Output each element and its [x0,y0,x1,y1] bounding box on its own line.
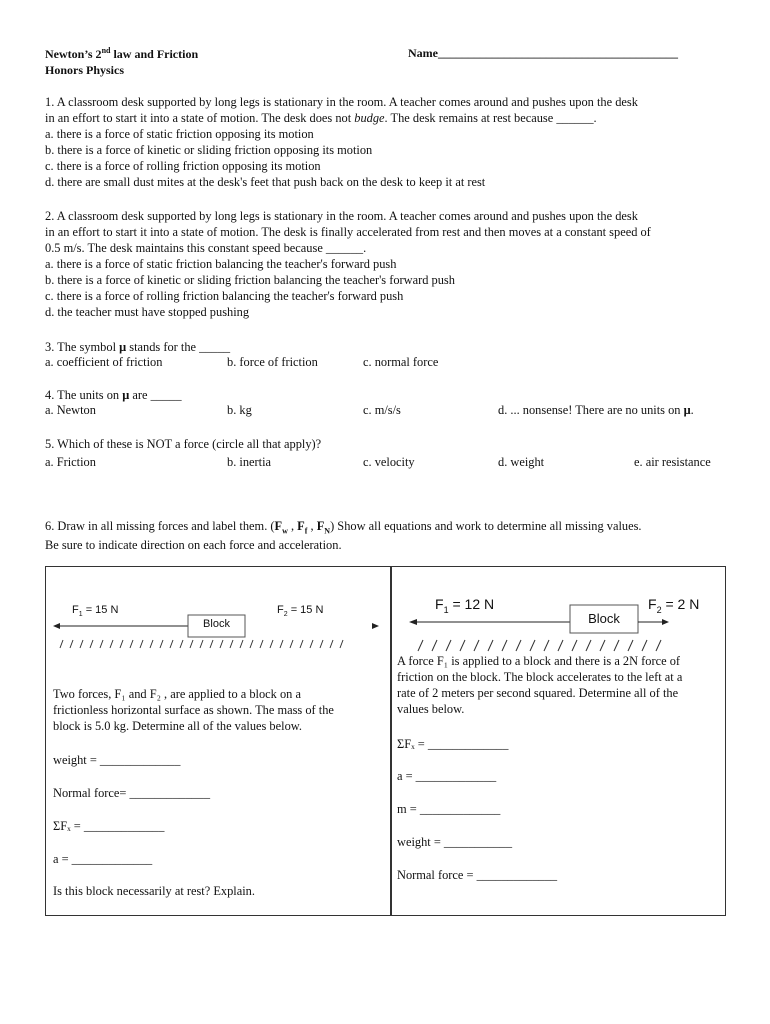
worksheet-title: Newton’s 2nd law and Friction [45,46,199,61]
ground-hatching [418,640,661,651]
f2-arrowhead [372,623,379,629]
right-desc-line: values below. [397,702,465,716]
q2-stem-line: 0.5 m/s. The desk maintains this constant speed because ______. [45,241,367,255]
q2-option-d[interactable]: d. the teacher must have stopped pushing [45,305,250,319]
q5-stem: 5. Which of these is NOT a force (circle all that apply)? [45,437,322,451]
left-block-label: Block [203,618,230,630]
right-block-label: Block [588,611,620,626]
left-f1-label: $F_1 = 15$ N [72,604,119,619]
q2-option-c[interactable]: c. there is a force of rolling friction balancing the teacher's forward push [45,289,404,303]
q1-stem-line: 1. A classroom desk supported by long legs is stationary in the room. A teacher comes around and pushes upon the desk [45,95,638,109]
worksheet-subtitle: Honors Physics [45,63,125,77]
right-desc-line: rate of 2 meters per second squared. Determine all of the [397,686,679,700]
q6-stem: 6. Draw in all missing forces and label them. ($F_w$ , $F_f$ , $F_N$) Show all equations and work to determine all missing values. [45,519,642,536]
q1-option-b[interactable]: b. there is a force of kinetic or sliding friction opposing its motion [45,143,373,157]
name-field[interactable]: Name________________________________________ [408,46,678,60]
f2-arrowhead [662,619,669,625]
q4-option-a[interactable]: a. Newton [45,403,96,417]
left-desc-line: block is 5.0 kg. Determine all of the values below. [53,719,303,733]
q1-option-a[interactable]: a. there is a force of static friction opposing its motion [45,127,314,141]
left-rest-question: Is this block necessarily at rest? Explain. [53,884,255,898]
q4-option-d[interactable]: d. ... nonsense! There are no units on μ. [498,403,694,417]
left-acceleration-field[interactable]: a = _____________ [53,852,153,866]
left-weight-field[interactable]: weight = _____________ [53,753,181,767]
right-weight-field[interactable]: weight = ___________ [397,835,513,849]
q3-option-a[interactable]: a. coefficient of friction [45,355,163,369]
q3-option-b[interactable]: b. force of friction [227,355,318,369]
right-f1-label: $F_1 = 12$ N [435,596,495,615]
q3-stem: 3. The symbol μ stands for the _____ [45,340,231,354]
q4-option-c[interactable]: c. m/s/s [363,403,401,417]
q2-stem-line: in an effort to start it into a state of motion. The desk is finally accelerated from rest and then moves at a constant speed of [45,225,651,239]
right-desc-line: A force F₁ is applied to a block and there is a 2N force of [397,654,681,668]
left-f2-label: $F_2 = 15$ N [277,604,324,619]
q4-stem: 4. The units on μ are _____ [45,388,182,402]
q2-option-b[interactable]: b. there is a force of kinetic or sliding friction balancing the teacher's forward push [45,273,455,287]
q5-option-a[interactable]: a. Friction [45,455,96,469]
q5-option-d[interactable]: d. weight [498,455,545,469]
q2-stem-line: 2. A classroom desk supported by long legs is stationary in the room. A teacher comes around and pushes upon the desk [45,209,638,223]
left-desc-line: Two forces, F₁ and F₂ , are applied to a block on a [53,687,301,701]
q5-option-b[interactable]: b. inertia [227,455,272,469]
left-desc-line: frictionless horizontal surface as shown. The mass of the [53,703,334,717]
right-f2-label: $F_2 = 2$ N [648,596,700,615]
right-acceleration-field[interactable]: a = _____________ [397,769,497,783]
right-desc-line: friction on the block. The block accelerates to the left at a [397,670,683,684]
f1-arrowhead [409,619,417,625]
q2-option-a[interactable]: a. there is a force of static friction balancing the teacher's forward push [45,257,397,271]
ground-hatching [60,640,343,648]
f1-arrowhead [53,623,60,629]
q6-stem-line2: Be sure to indicate direction on each force and acceleration. [45,538,342,552]
right-net-force-field[interactable]: ΣFₓ = _____________ [397,737,509,751]
left-net-force-field[interactable]: ΣFₓ = _____________ [53,819,165,833]
q1-option-c[interactable]: c. there is a force of rolling friction opposing its motion [45,159,321,173]
q4-option-b[interactable]: b. kg [227,403,252,417]
q5-option-e[interactable]: e. air resistance [634,455,711,469]
q1-stem-line: in an effort to start it into a state of motion. The desk does not budge. The desk remains at rest because ______. [45,111,597,125]
q5-option-c[interactable]: c. velocity [363,455,415,469]
right-mass-field[interactable]: m = _____________ [397,802,501,816]
q1-option-d[interactable]: d. there are small dust mites at the desk's feet that push back on the desk to keep it at rest [45,175,486,189]
q3-option-c[interactable]: c. normal force [363,355,439,369]
right-normal-force-field[interactable]: Normal force = _____________ [397,868,558,882]
left-normal-force-field[interactable]: Normal force= _____________ [53,786,211,800]
